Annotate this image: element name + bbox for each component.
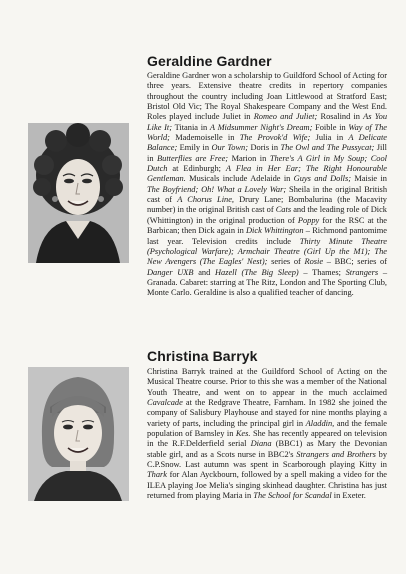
bio-title-segment: Danger UXB xyxy=(147,267,194,277)
bio-title-segment: A Chorus Line, xyxy=(177,195,235,205)
bio-title-segment: Hazell (The Big Sleep) xyxy=(214,267,299,277)
profile-christina-barryk xyxy=(0,345,406,574)
bio-title-segment: Dick Whittington xyxy=(246,226,304,236)
bio-text-segment: Marion in xyxy=(228,153,270,163)
bio-text-segment: Jill in xyxy=(147,143,387,163)
bio-text-segment: and xyxy=(193,267,215,277)
bio-text-segment: She has recently appeared on television in the R.F.Delderfield serial xyxy=(147,429,387,449)
bio-title-segment: Diana xyxy=(250,439,272,449)
profile-name: Christina Barryk xyxy=(147,348,258,364)
bio-title-segment: Strangers and Brothers xyxy=(296,449,376,459)
bio-text-segment: and the female population of Barnsley in xyxy=(147,418,387,439)
bio-title-segment: Our Town; xyxy=(211,143,249,153)
bio-text-segment: at the Redgrave Theatre, Farnham. In 1982 she joined the company of Salisbury Playhouse and stayed for nine months playing a variety of parts, including the principal girl in xyxy=(147,398,387,428)
bio-title-segment: As You Like It; xyxy=(147,112,388,132)
bio-text-segment: Emily in xyxy=(177,143,212,153)
bio-title-segment: Strangers xyxy=(345,267,379,277)
bio-text-segment: – Richmond pantomime last year. Television credits include xyxy=(147,226,387,246)
bio-text-segment: – BBC; series of xyxy=(323,257,388,267)
bio-title-segment: Romeo and Juliet; xyxy=(253,112,318,122)
bio-text-segment: Christina Barryk trained at the Guildford School of Acting on the Musical Theatre course. Prior to this she was a member of the National Youth Theatre, and went on to appear in the much acclaimed xyxy=(147,367,387,397)
bio-text-segment: Titania in xyxy=(172,122,210,132)
bio-text-segment: – Thames; xyxy=(298,267,346,277)
bio-text-segment: Mademoiselle in xyxy=(169,133,240,143)
bio-text-segment: Maisie in xyxy=(351,174,387,184)
bio-text-segment: and the leading role of Dick (Whittington) in the original production of xyxy=(147,205,387,225)
bio-title-segment: Guys and Dolls; xyxy=(293,174,352,184)
bio-title-segment: Thark xyxy=(147,470,168,480)
bio-text-segment: (BBC1) as Mary the Devonian stable girl, and as a Scots nurse in BBC2's xyxy=(147,439,388,459)
bio-text-segment: Sheila in the original British cast of xyxy=(147,184,388,205)
bio-title-segment: Cats xyxy=(275,205,292,215)
bio-title-segment: Way of The World; xyxy=(147,122,387,143)
bio-text-segment: by C.P.Snow. Last autumn was spent in Scarborough playing Kitty in xyxy=(147,449,388,470)
bio-text-segment: for Alan Ayckbourn, followed by a spell making a video for the ILEA playing Joe Melia's singing skinhead daughter. Christina has just returned from playing Maria in xyxy=(147,470,387,501)
bio-title-segment: There's A Girl in My Soup; Cool Dutch xyxy=(147,153,387,174)
bio-text-segment: Foible in xyxy=(312,122,349,132)
bio-text-segment: Rosalind in xyxy=(317,112,364,122)
bio-text-segment: at Edinburgh; xyxy=(167,164,226,174)
portrait-christina-barryk-icon xyxy=(28,367,129,501)
bio-title-segment: The Owl and The Pussycat; xyxy=(280,143,375,153)
bio-text-segment: Drury Lane; Bombalurina (the Macavity number) in the original British cast of xyxy=(147,195,387,215)
profile-biography xyxy=(147,71,387,299)
bio-text-segment: series of xyxy=(267,257,305,267)
bio-title-segment: Poppy xyxy=(297,215,320,225)
bio-text-segment: Musicals include Adelaide in xyxy=(185,174,294,184)
bio-title-segment: Thirty Minute Theatre (Psychological Warfare); Armchair Theatre (Girl Up the M1); The New Avengers (The Eagles' Nest); xyxy=(147,236,387,267)
bio-text-segment: Julia in xyxy=(310,133,349,143)
bio-title-segment: Rosie xyxy=(304,257,324,267)
bio-text-segment: for the RSC at the Barbican; then Dick again in xyxy=(147,215,387,236)
bio-title-segment: Aladdin, xyxy=(305,418,335,428)
bio-title-segment: Cavalcade xyxy=(147,398,183,408)
portrait-photo xyxy=(28,123,129,263)
bio-text-segment: in Exeter. xyxy=(331,491,366,501)
bio-title-segment: A Midsummer Night's Dream; xyxy=(209,122,313,132)
bio-text-segment: Geraldine Gardner won a scholarship to Guildford School of Acting for three years. Extensive theatre credits in repertory companies throughout the country including Joan Littlewood at Stratford East; Bristol Old Vic; The Royal Shakespeare Company and the West End. Roles played include Juliet in xyxy=(147,71,387,122)
bio-title-segment: The Provok'd Wife; xyxy=(239,133,311,143)
profile-biography xyxy=(147,367,387,501)
portrait-geraldine-gardner-icon xyxy=(28,123,129,263)
bio-title-segment: Kes. xyxy=(235,429,251,439)
portrait-photo xyxy=(28,367,129,501)
bio-title-segment: A Delicate Balance; xyxy=(147,133,387,153)
bio-text-segment: Doris in xyxy=(248,143,281,153)
bio-title-segment: The School for Scandal xyxy=(253,491,332,501)
bio-title-segment: A Flea in Her Ear; The Right Honourable Gentleman. xyxy=(147,164,388,184)
profile-name: Geraldine Gardner xyxy=(147,53,272,69)
bio-title-segment: The Boyfriend; Oh! What a Lovely War; xyxy=(147,184,287,194)
bio-text-segment: – Granada. Cabaret: starring at The Ritz, London and The Sporting Club, Monte Carlo. Geraldine is also a qualified teacher of dancing. xyxy=(147,267,388,298)
bio-title-segment: Butterflies are Free; xyxy=(157,153,229,163)
